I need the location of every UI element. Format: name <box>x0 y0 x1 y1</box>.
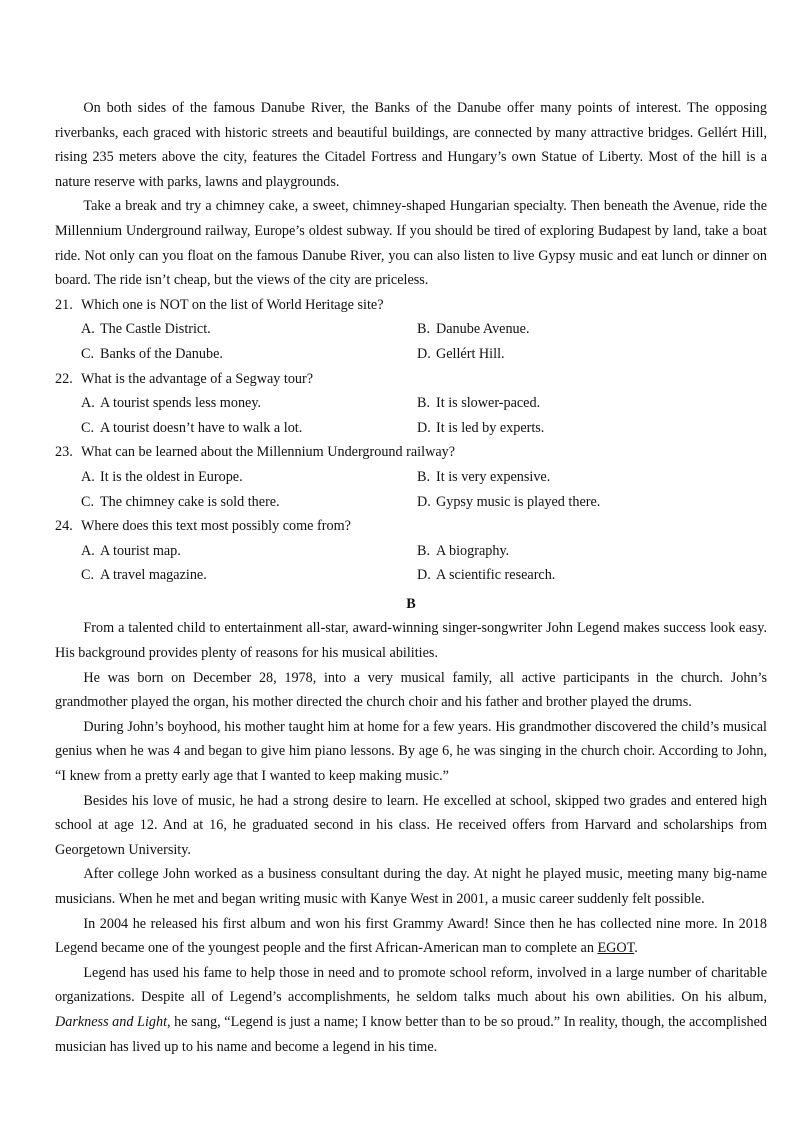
option-a: A. It is the oldest in Europe. <box>81 468 243 485</box>
option-b: B. A biography. <box>417 542 510 559</box>
passage-b-paragraph-2: He was born on December 28, 1978, into a very musical family, all active participants in the church. John’s grandmother played the organ, his mother directed the church choir and his father and brother played the drums. <box>55 669 767 711</box>
question-21 <box>55 293 767 367</box>
option-d: D. A scientific research. <box>417 567 556 584</box>
passage-b-paragraph-6: In 2004 he released his first album and won his first Grammy Award! Since then he has collected nine more. In 2018 Legend became one of the youngest people and the first African-American man to complete an EGOT. <box>55 915 767 957</box>
option-d: D. Gellért Hill. <box>417 345 505 362</box>
passage-b-paragraph-1: From a talented child to entertainment all-star, award-winning singer-songwriter John Legend makes success look easy. His background provides plenty of reasons for his musical abilities. <box>55 620 767 662</box>
option-a: A. A tourist spends less money. <box>81 395 262 412</box>
option-a: A. A tourist map. <box>81 542 181 559</box>
option-a: A. The Castle District. <box>81 321 211 338</box>
egot-term: EGOT <box>597 940 635 957</box>
passage-a-paragraph-1: On both sides of the famous Danube River, the Banks of the Danube offer many points of interest. The opposing riverbanks, each graced with historic streets and beautiful buildings, are connected by many attractive bridges. Gellért Hill, rising 235 meters above the city, features the Citadel Fortress and Hungary’s own Statue of Liberty. Most of the hill is a nature reserve with parks, lawns and playgrounds. <box>55 100 767 190</box>
question-24 <box>55 514 767 588</box>
album-title: Darkness and Light <box>55 1013 168 1030</box>
question-number: 24. <box>55 518 73 535</box>
option-b: B. It is slower-paced. <box>417 395 541 412</box>
question-text: Which one is NOT on the list of World Heritage site? <box>81 296 384 313</box>
question-22 <box>55 367 767 441</box>
question-text: Where does this text most possibly come from? <box>81 518 351 535</box>
question-23 <box>55 440 767 514</box>
option-c: C. The chimney cake is sold there. <box>81 493 280 510</box>
option-b: B. It is very expensive. <box>417 468 551 485</box>
option-c: C. Banks of the Danube. <box>81 345 223 362</box>
passage-b-paragraph-7: Legend has used his fame to help those in need and to promote school reform, involved in a large number of charitable organizations. Despite all of Legend’s accomplishments, he seldom talks much about his own abilities. On his album, Darkness and Light, he sang, “Legend is just a name; I know better than to be so proud.” In reality, though, the accomplished musician has lived up to his name and become a legend in his time. <box>55 964 767 1055</box>
question-number: 21. <box>55 296 73 313</box>
question-number: 23. <box>55 444 73 461</box>
document-page <box>55 96 767 1059</box>
question-text: What can be learned about the Millennium Underground railway? <box>81 444 456 461</box>
option-d: D. Gypsy music is played there. <box>417 493 601 510</box>
question-number: 22. <box>55 370 73 387</box>
option-c: C. A travel magazine. <box>81 567 207 584</box>
passage-a-paragraph-2: Take a break and try a chimney cake, a sweet, chimney-shaped Hungarian specialty. Then beneath the Avenue, ride the Millennium Underground railway, Europe’s oldest subway. If you should be tired of exploring Budapest by land, take a boat ride. Not only can you float on the famous Danube River, you can also listen to live Gypsy music and eat lunch or dinner on board. The ride isn’t cheap, but the views of the city are priceless. <box>55 198 767 289</box>
option-c: C. A tourist doesn’t have to walk a lot. <box>81 419 303 436</box>
section-b-title: B <box>406 595 416 612</box>
passage-b-paragraph-5: After college John worked as a business consultant during the day. At night he played music, meeting many big-name musicians. When he met and began writing music with Kanye West in 2001, a music career suddenly felt possible. <box>55 866 767 907</box>
passage-b-paragraph-3: During John’s boyhood, his mother taught him at home for a few years. His grandmother discovered the child’s musical genius when he was 4 and began to give him piano lessons. By age 6, he was singing in the church choir. According to John, “I knew from a pretty early age that I wanted to keep making music.” <box>55 718 767 785</box>
question-text: What is the advantage of a Segway tour? <box>81 370 314 387</box>
option-d: D. It is led by experts. <box>417 419 545 436</box>
passage-b-paragraph-4: Besides his love of music, he had a strong desire to learn. He excelled at school, skipped two grades and entered high school at age 12. And at 16, he graduated second in his class. He received offers from Harvard and scholarships from Georgetown University. <box>55 792 767 858</box>
option-b: B. Danube Avenue. <box>417 321 530 338</box>
